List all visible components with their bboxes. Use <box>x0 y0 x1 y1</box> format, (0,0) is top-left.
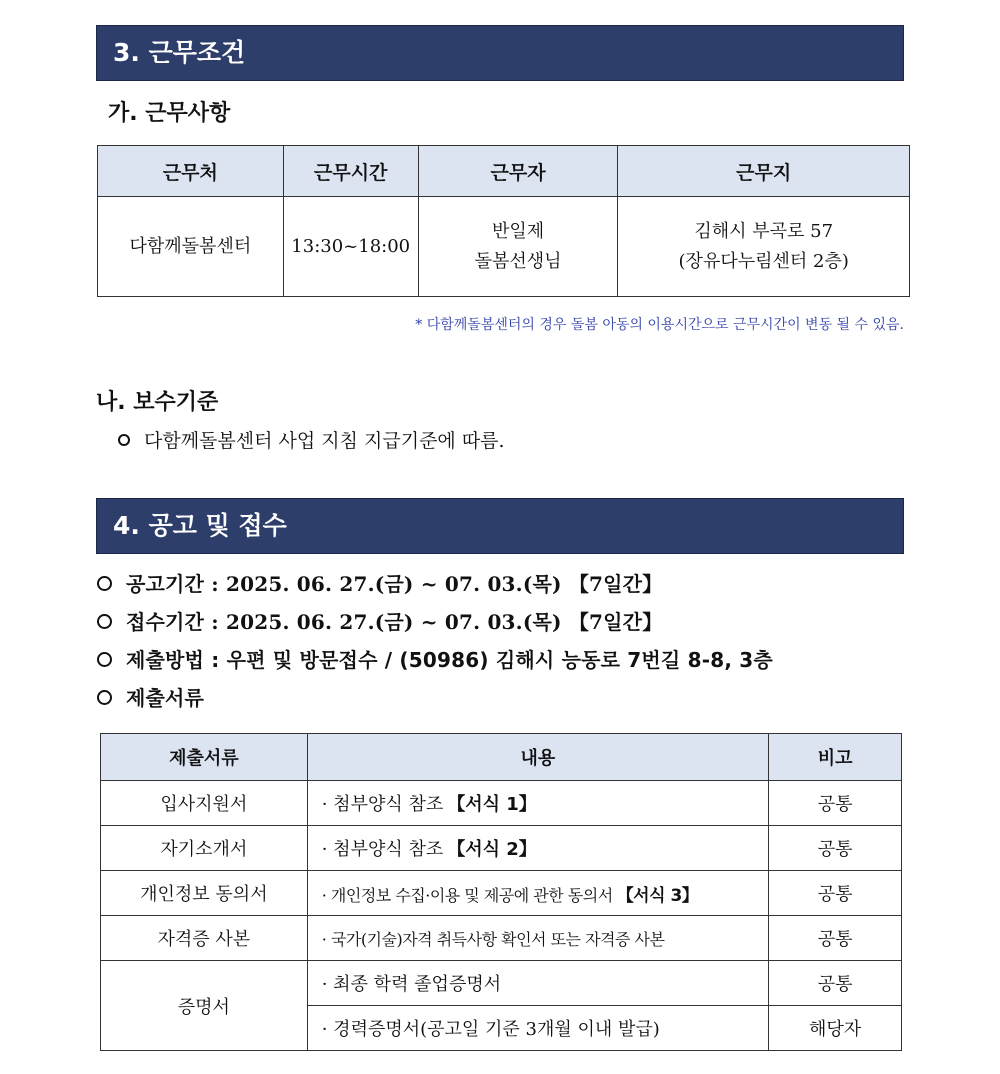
table-row <box>101 826 902 871</box>
doc-form-tag: 【서식 3】 <box>616 885 699 906</box>
doc-note: 공통 <box>769 961 902 1006</box>
table-row <box>101 871 902 916</box>
doc-note: 공통 <box>769 871 902 916</box>
cell-worker <box>418 197 618 297</box>
header-location: 근무지 <box>618 146 910 197</box>
work-table <box>97 145 910 297</box>
work-hours-note: * 다함께돌봄센터의 경우 돌봄 아동의 이용시간으로 근무시간이 변동 될 수 있음. <box>415 317 904 333</box>
table-row <box>98 197 910 297</box>
header-workplace: 근무처 <box>98 146 284 197</box>
doc-note: 공통 <box>769 916 902 961</box>
circle-bullet-icon <box>97 576 112 591</box>
doc-note: 해당자 <box>769 1006 902 1051</box>
doc-name: 입사지원서 <box>101 781 308 826</box>
doc-name: 증명서 <box>101 961 308 1051</box>
receipt-period-label: 접수기간 <box>126 610 205 634</box>
notice-period-value: : 2025. 06. 27.(금) ~ 07. 03.(목) 【7일간】 <box>211 572 663 596</box>
worker-line-2: 돌봄선생님 <box>474 250 562 272</box>
doc-name: 개인정보 동의서 <box>101 871 308 916</box>
doc-content: · 최종 학력 졸업증명서 <box>307 961 768 1006</box>
submission-method-value: : 우편 및 방문접수 / (50986) 김해시 능동로 7번길 8-8, 3층 <box>211 648 773 672</box>
section-3-header: 3. 근무조건 <box>96 25 904 81</box>
notice-period <box>97 568 662 597</box>
doc-content: · 첨부양식 참조 【서식 1】 <box>307 781 768 826</box>
header-doc-content: 내용 <box>307 734 768 781</box>
receipt-period <box>97 606 662 635</box>
pay-item <box>118 426 505 453</box>
circle-bullet-icon <box>118 434 130 446</box>
table-row <box>101 961 902 1006</box>
work-table-header <box>98 146 910 197</box>
location-line-2: (장유다누림센터 2층) <box>678 250 849 272</box>
circle-bullet-icon <box>97 652 112 667</box>
doc-note: 공통 <box>769 781 902 826</box>
header-doc-note: 비고 <box>769 734 902 781</box>
doc-content: · 개인정보 수집·이용 및 제공에 관한 동의서 【서식 3】 <box>307 871 768 916</box>
doc-content: · 첨부양식 참조 【서식 2】 <box>307 826 768 871</box>
header-doc-name: 제출서류 <box>101 734 308 781</box>
doc-content: · 경력증명서(공고일 기준 3개월 이내 발급) <box>307 1006 768 1051</box>
docs-table <box>100 733 902 1051</box>
submission-docs <box>97 682 204 711</box>
submission-method <box>97 644 773 673</box>
doc-name: 자기소개서 <box>101 826 308 871</box>
header-worker: 근무자 <box>418 146 618 197</box>
pay-text: 다함께돌봄센터 사업 지침 지급기준에 따름. <box>144 430 505 452</box>
section-4-header: 4. 공고 및 접수 <box>96 498 904 554</box>
receipt-period-value: : 2025. 06. 27.(금) ~ 07. 03.(목) 【7일간】 <box>211 610 663 634</box>
work-subtitle: 가. 근무사항 <box>108 101 231 126</box>
cell-work-hours: 13:30~18:00 <box>283 197 418 297</box>
notice-period-label: 공고기간 <box>126 572 205 596</box>
header-work-hours: 근무시간 <box>283 146 418 197</box>
doc-form-tag: 【서식 1】 <box>447 794 537 815</box>
doc-content: · 국가(기술)자격 취득사항 확인서 또는 자격증 사본 <box>307 916 768 961</box>
submission-docs-label: 제출서류 <box>126 686 205 710</box>
docs-table-header <box>101 734 902 781</box>
cell-location <box>618 197 910 297</box>
circle-bullet-icon <box>97 690 112 705</box>
worker-line-1: 반일제 <box>491 220 545 242</box>
table-row <box>101 916 902 961</box>
doc-form-tag: 【서식 2】 <box>447 839 537 860</box>
submission-method-label: 제출방법 <box>126 648 205 672</box>
table-row <box>101 781 902 826</box>
pay-subtitle: 나. 보수기준 <box>96 390 219 415</box>
doc-name: 자격증 사본 <box>101 916 308 961</box>
location-line-1: 김해시 부곡로 57 <box>694 220 834 242</box>
doc-note: 공통 <box>769 826 902 871</box>
cell-workplace: 다함께돌봄센터 <box>98 197 284 297</box>
circle-bullet-icon <box>97 614 112 629</box>
